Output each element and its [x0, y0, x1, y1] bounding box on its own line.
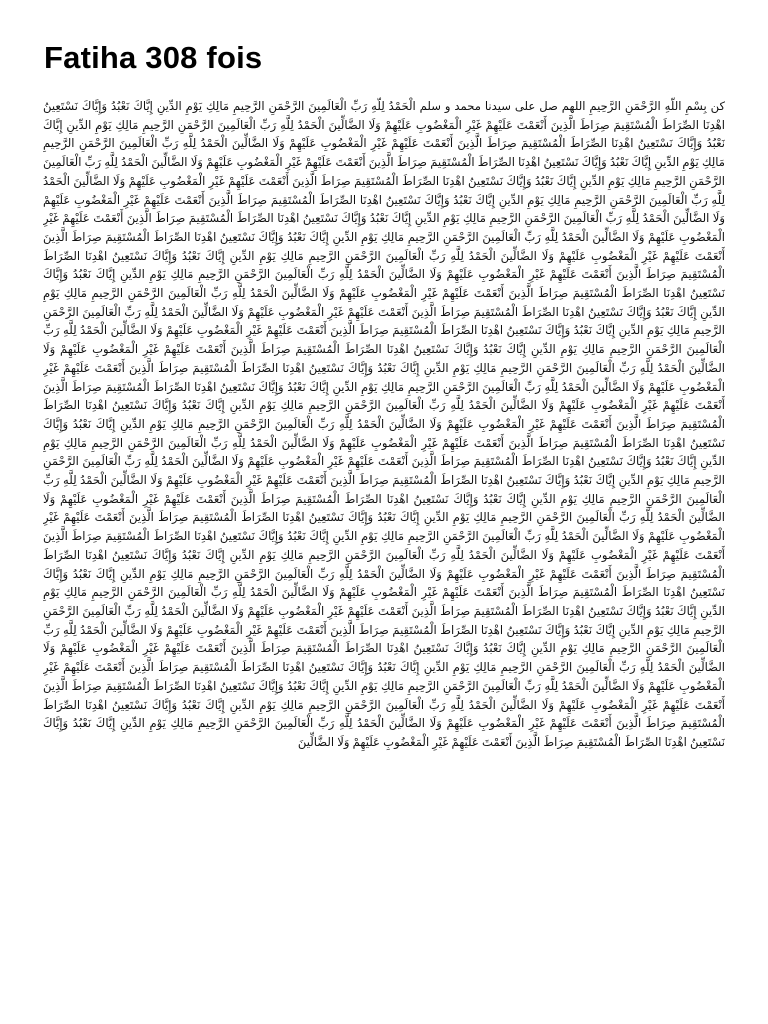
fatiha-body-text	[43, 97, 725, 1019]
page-title: Fatiha 308 fois	[44, 40, 263, 75]
fatiha-repetitions: الْحَمْدُ لِلَّهِ رَبِّ الْعَالَمِينَ الرَّحْمَنِ الرَّحِيمِ مَالِكِ يَوْمِ الدِّينِ إِيَّاكَ نَعْبُدُ وَإِيَّاكَ نَسْتَعِينُ اهْدِنَا الصِّرَاطَ الْمُسْتَقِيمَ صِرَاطَ الَّذِينَ أَنْعَمْتَ عَلَيْهِمْ غَيْرِ الْمَغْضُوبِ عَلَيْهِمْ وَلَا الضَّالِّينَ الْحَمْدُ لِلَّهِ رَبِّ الْعَالَمِينَ الرَّحْمَنِ الرَّحِيمِ مَالِكِ يَوْمِ الدِّينِ إِيَّاكَ نَعْبُدُ وَإِيَّاكَ نَسْتَعِينُ اهْدِنَا الصِّرَاطَ الْمُسْتَقِيمَ صِرَاطَ الَّذِينَ أَنْعَمْتَ عَلَيْهِمْ غَيْرِ الْمَغْضُوبِ عَلَيْهِمْ وَلَا الضَّالِّينَ الْحَمْدُ لِلَّهِ رَبِّ الْعَالَمِينَ الرَّحْمَنِ الرَّحِيمِ مَالِكِ يَوْمِ الدِّينِ إِيَّاكَ نَعْبُدُ وَإِيَّاكَ نَسْتَعِينُ اهْدِنَا الصِّرَاطَ الْمُسْتَقِيمَ صِرَاطَ الَّذِينَ أَنْعَمْتَ عَلَيْهِمْ غَيْرِ الْمَغْضُوبِ عَلَيْهِمْ وَلَا الضَّالِّينَ الْحَمْدُ لِلَّهِ رَبِّ الْعَالَمِينَ الرَّحْمَنِ الرَّحِيمِ مَالِكِ يَوْمِ الدِّينِ إِيَّاكَ نَعْبُدُ وَإِيَّاكَ نَسْتَعِينُ اهْدِنَا الصِّرَاطَ الْمُسْتَقِيمَ صِرَاطَ الَّذِينَ أَنْعَمْتَ عَلَيْهِمْ غَيْرِ الْمَغْضُوبِ عَلَيْهِمْ وَلَا الضَّالِّينَ الْحَمْدُ لِلَّهِ رَبِّ الْعَالَمِينَ الرَّحْمَنِ الرَّحِيمِ مَالِكِ يَوْمِ الدِّينِ إِيَّاكَ نَعْبُدُ وَإِيَّاكَ نَسْتَعِينُ اهْدِنَا الصِّرَاطَ الْمُسْتَقِيمَ صِرَاطَ الَّذِينَ أَنْعَمْتَ عَلَيْهِمْ غَيْرِ الْمَغْضُوبِ عَلَيْهِمْ وَلَا الضَّالِّينَ الْحَمْدُ لِلَّهِ رَبِّ الْعَالَمِينَ الرَّحْمَنِ الرَّحِيمِ مَالِكِ يَوْمِ الدِّينِ إِيَّاكَ نَعْبُدُ وَإِيَّاكَ نَسْتَعِينُ اهْدِنَا الصِّرَاطَ الْمُسْتَقِيمَ صِرَاطَ الَّذِينَ أَنْعَمْتَ عَلَيْهِمْ غَيْرِ الْمَغْضُوبِ عَلَيْهِمْ وَلَا الضَّالِّينَ الْحَمْدُ لِلَّهِ رَبِّ الْعَالَمِينَ الرَّحْمَنِ الرَّحِيمِ مَالِكِ يَوْمِ الدِّينِ إِيَّاكَ نَعْبُدُ وَإِيَّاكَ نَسْتَعِينُ اهْدِنَا الصِّرَاطَ الْمُسْتَقِيمَ صِرَاطَ الَّذِينَ أَنْعَمْتَ عَلَيْهِمْ غَيْرِ الْمَغْضُوبِ عَلَيْهِمْ وَلَا الضَّالِّينَ الْحَمْدُ لِلَّهِ رَبِّ الْعَالَمِينَ الرَّحْمَنِ الرَّحِيمِ مَالِكِ يَوْمِ الدِّينِ إِيَّاكَ نَعْبُدُ وَإِيَّاكَ نَسْتَعِينُ اهْدِنَا الصِّرَاطَ الْمُسْتَقِيمَ صِرَاطَ الَّذِينَ أَنْعَمْتَ عَلَيْهِمْ غَيْرِ الْمَغْضُوبِ عَلَيْهِمْ وَلَا الضَّالِّينَ الْحَمْدُ لِلَّهِ رَبِّ الْعَالَمِينَ الرَّحْمَنِ الرَّحِيمِ مَالِكِ يَوْمِ الدِّينِ إِيَّاكَ نَعْبُدُ وَإِيَّاكَ نَسْتَعِينُ اهْدِنَا الصِّرَاطَ الْمُسْتَقِيمَ صِرَاطَ الَّذِينَ أَنْعَمْتَ عَلَيْهِمْ غَيْرِ الْمَغْضُوبِ عَلَيْهِمْ وَلَا الضَّالِّينَ الْحَمْدُ لِلَّهِ رَبِّ الْعَالَمِينَ الرَّحْمَنِ الرَّحِيمِ مَالِكِ يَوْمِ الدِّينِ إِيَّاكَ نَعْبُدُ وَإِيَّاكَ نَسْتَعِينُ اهْدِنَا الصِّرَاطَ الْمُسْتَقِيمَ صِرَاطَ الَّذِينَ أَنْعَمْتَ عَلَيْهِمْ غَيْرِ الْمَغْضُوبِ عَلَيْهِمْ وَلَا الضَّالِّينَ الْحَمْدُ لِلَّهِ رَبِّ الْعَالَمِينَ الرَّحْمَنِ الرَّحِيمِ مَالِكِ يَوْمِ الدِّينِ إِيَّاكَ نَعْبُدُ وَإِيَّاكَ نَسْتَعِينُ اهْدِنَا الصِّرَاطَ الْمُسْتَقِيمَ صِرَاطَ الَّذِينَ أَنْعَمْتَ عَلَيْهِمْ غَيْرِ الْمَغْضُوبِ عَلَيْهِمْ وَلَا الضَّالِّينَ الْحَمْدُ لِلَّهِ رَبِّ الْعَالَمِينَ الرَّحْمَنِ الرَّحِيمِ مَالِكِ يَوْمِ الدِّينِ إِيَّاكَ نَعْبُدُ وَإِيَّاكَ نَسْتَعِينُ اهْدِنَا الصِّرَاطَ الْمُسْتَقِيمَ صِرَاطَ الَّذِينَ أَنْعَمْتَ عَلَيْهِمْ غَيْرِ الْمَغْضُوبِ عَلَيْهِمْ وَلَا الضَّالِّينَ الْحَمْدُ لِلَّهِ رَبِّ الْعَالَمِينَ الرَّحْمَنِ الرَّحِيمِ مَالِكِ يَوْمِ الدِّينِ إِيَّاكَ نَعْبُدُ وَإِيَّاكَ نَسْتَعِينُ اهْدِنَا الصِّرَاطَ الْمُسْتَقِيمَ صِرَاطَ الَّذِينَ أَنْعَمْتَ عَلَيْهِمْ غَيْرِ الْمَغْضُوبِ عَلَيْهِمْ وَلَا الضَّالِّينَ الْحَمْدُ لِلَّهِ رَبِّ الْعَالَمِينَ الرَّحْمَنِ الرَّحِيمِ مَالِكِ يَوْمِ الدِّينِ إِيَّاكَ نَعْبُدُ وَإِيَّاكَ نَسْتَعِينُ اهْدِنَا الصِّرَاطَ الْمُسْتَقِيمَ صِرَاطَ الَّذِينَ أَنْعَمْتَ عَلَيْهِمْ غَيْرِ الْمَغْضُوبِ عَلَيْهِمْ وَلَا الضَّالِّينَ الْحَمْدُ لِلَّهِ رَبِّ الْعَالَمِينَ الرَّحْمَنِ الرَّحِيمِ مَالِكِ يَوْمِ الدِّينِ إِيَّاكَ نَعْبُدُ وَإِيَّاكَ نَسْتَعِينُ اهْدِنَا الصِّرَاطَ الْمُسْتَقِيمَ صِرَاطَ الَّذِينَ أَنْعَمْتَ عَلَيْهِمْ غَيْرِ الْمَغْضُوبِ عَلَيْهِمْ وَلَا الضَّالِّينَ الْحَمْدُ لِلَّهِ رَبِّ الْعَالَمِينَ الرَّحْمَنِ الرَّحِيمِ مَالِكِ يَوْمِ الدِّينِ إِيَّاكَ نَعْبُدُ وَإِيَّاكَ نَسْتَعِينُ اهْدِنَا الصِّرَاطَ الْمُسْتَقِيمَ صِرَاطَ الَّذِينَ أَنْعَمْتَ عَلَيْهِمْ غَيْرِ الْمَغْضُوبِ عَلَيْهِمْ وَلَا الضَّالِّينَ الْحَمْدُ لِلَّهِ رَبِّ الْعَالَمِينَ الرَّحْمَنِ الرَّحِيمِ مَالِكِ يَوْمِ الدِّينِ إِيَّاكَ نَعْبُدُ وَإِيَّاكَ نَسْتَعِينُ اهْدِنَا الصِّرَاطَ الْمُسْتَقِيمَ صِرَاطَ الَّذِينَ أَنْعَمْتَ عَلَيْهِمْ غَيْرِ الْمَغْضُوبِ عَلَيْهِمْ وَلَا الضَّالِّينَ الْحَمْدُ لِلَّهِ رَبِّ الْعَالَمِينَ الرَّحْمَنِ الرَّحِيمِ مَالِكِ يَوْمِ الدِّينِ إِيَّاكَ نَعْبُدُ وَإِيَّاكَ نَسْتَعِينُ اهْدِنَا الصِّرَاطَ الْمُسْتَقِيمَ صِرَاطَ الَّذِينَ أَنْعَمْتَ عَلَيْهِمْ غَيْرِ الْمَغْضُوبِ عَلَيْهِمْ وَلَا الضَّالِّينَ الْحَمْدُ لِلَّهِ رَبِّ الْعَالَمِينَ الرَّحْمَنِ الرَّحِيمِ مَالِكِ يَوْمِ الدِّينِ إِيَّاكَ نَعْبُدُ وَإِيَّاكَ نَسْتَعِينُ اهْدِنَا الصِّرَاطَ الْمُسْتَقِيمَ صِرَاطَ الَّذِينَ أَنْعَمْتَ عَلَيْهِمْ غَيْرِ الْمَغْضُوبِ عَلَيْهِمْ وَلَا الضَّالِّينَ الْحَمْدُ لِلَّهِ رَبِّ الْعَالَمِينَ الرَّحْمَنِ الرَّحِيمِ مَالِكِ يَوْمِ الدِّينِ إِيَّاكَ نَعْبُدُ وَإِيَّاكَ نَسْتَعِينُ اهْدِنَا الصِّرَاطَ الْمُسْتَقِيمَ صِرَاطَ الَّذِينَ أَنْعَمْتَ عَلَيْهِمْ غَيْرِ الْمَغْضُوبِ عَلَيْهِمْ وَلَا الضَّالِّينَ الْحَمْدُ لِلَّهِ رَبِّ الْعَالَمِينَ الرَّحْمَنِ الرَّحِيمِ مَالِكِ يَوْمِ الدِّينِ إِيَّاكَ نَعْبُدُ وَإِيَّاكَ نَسْتَعِينُ اهْدِنَا الصِّرَاطَ الْمُسْتَقِيمَ صِرَاطَ الَّذِينَ أَنْعَمْتَ عَلَيْهِمْ غَيْرِ الْمَغْضُوبِ عَلَيْهِمْ وَلَا الضَّالِّينَ الْحَمْدُ لِلَّهِ رَبِّ الْعَالَمِينَ الرَّحْمَنِ الرَّحِيمِ مَالِكِ يَوْمِ الدِّينِ إِيَّاكَ نَعْبُدُ وَإِيَّاكَ نَسْتَعِينُ اهْدِنَا الصِّرَاطَ الْمُسْتَقِيمَ صِرَاطَ الَّذِينَ أَنْعَمْتَ عَلَيْهِمْ غَيْرِ الْمَغْضُوبِ عَلَيْهِمْ وَلَا الضَّالِّينَ الْحَمْدُ لِلَّهِ رَبِّ الْعَالَمِينَ الرَّحْمَنِ الرَّحِيمِ مَالِكِ يَوْمِ الدِّينِ إِيَّاكَ نَعْبُدُ وَإِيَّاكَ نَسْتَعِينُ اهْدِنَا الصِّرَاطَ الْمُسْتَقِيمَ صِرَاطَ الَّذِينَ أَنْعَمْتَ عَلَيْهِمْ غَيْرِ الْمَغْضُوبِ عَلَيْهِمْ وَلَا الضَّالِّينَ الْحَمْدُ لِلَّهِ رَبِّ الْعَالَمِينَ الرَّحْمَنِ الرَّحِيمِ مَالِكِ يَوْمِ الدِّينِ إِيَّاكَ نَعْبُدُ وَإِيَّاكَ نَسْتَعِينُ اهْدِنَا الصِّرَاطَ الْمُسْتَقِيمَ صِرَاطَ الَّذِينَ أَنْعَمْتَ عَلَيْهِمْ غَيْرِ الْمَغْضُوبِ عَلَيْهِمْ وَلَا الضَّالِّينَ الْحَمْدُ لِلَّهِ رَبِّ الْعَالَمِينَ الرَّحْمَنِ الرَّحِيمِ مَالِكِ يَوْمِ الدِّينِ إِيَّاكَ نَعْبُدُ وَإِيَّاكَ نَسْتَعِينُ اهْدِنَا الصِّرَاطَ الْمُسْتَقِيمَ صِرَاطَ الَّذِينَ أَنْعَمْتَ عَلَيْهِمْ غَيْرِ الْمَغْضُوبِ عَلَيْهِمْ وَلَا الضَّالِّينَ الْحَمْدُ لِلَّهِ رَبِّ الْعَالَمِينَ الرَّحْمَنِ الرَّحِيمِ مَالِكِ يَوْمِ الدِّينِ إِيَّاكَ نَعْبُدُ وَإِيَّاكَ نَسْتَعِينُ اهْدِنَا الصِّرَاطَ الْمُسْتَقِيمَ صِرَاطَ الَّذِينَ أَنْعَمْتَ عَلَيْهِمْ غَيْرِ الْمَغْضُوبِ عَلَيْهِمْ وَلَا الضَّالِّينَ الْحَمْدُ لِلَّهِ رَبِّ الْعَالَمِينَ الرَّحْمَنِ الرَّحِيمِ مَالِكِ يَوْمِ الدِّينِ إِيَّاكَ نَعْبُدُ وَإِيَّاكَ نَسْتَعِينُ اهْدِنَا الصِّرَاطَ الْمُسْتَقِيمَ صِرَاطَ الَّذِينَ أَنْعَمْتَ عَلَيْهِمْ غَيْرِ الْمَغْضُوبِ عَلَيْهِمْ وَلَا الضَّالِّينَ الْحَمْدُ لِلَّهِ رَبِّ الْعَالَمِينَ الرَّحْمَنِ الرَّحِيمِ مَالِكِ يَوْمِ الدِّينِ إِيَّاكَ نَعْبُدُ وَإِيَّاكَ نَسْتَعِينُ اهْدِنَا الصِّرَاطَ الْمُسْتَقِيمَ صِرَاطَ الَّذِينَ أَنْعَمْتَ عَلَيْهِمْ غَيْرِ الْمَغْضُوبِ عَلَيْهِمْ وَلَا الضَّالِّينَ الْحَمْدُ لِلَّهِ رَبِّ الْعَالَمِينَ الرَّحْمَنِ الرَّحِيمِ مَالِكِ يَوْمِ الدِّينِ إِيَّاكَ نَعْبُدُ وَإِيَّاكَ نَسْتَعِينُ اهْدِنَا الصِّرَاطَ الْمُسْتَقِيمَ صِرَاطَ الَّذِينَ أَنْعَمْتَ عَلَيْهِمْ غَيْرِ الْمَغْضُوبِ عَلَيْهِمْ وَلَا الضَّالِّينَ الْحَمْدُ لِلَّهِ رَبِّ الْعَالَمِينَ الرَّحْمَنِ الرَّحِيمِ مَالِكِ يَوْمِ الدِّينِ إِيَّاكَ نَعْبُدُ وَإِيَّاكَ نَسْتَعِينُ اهْدِنَا الصِّرَاطَ الْمُسْتَقِيمَ صِرَاطَ الَّذِينَ أَنْعَمْتَ عَلَيْهِمْ غَيْرِ الْمَغْضُوبِ عَلَيْهِمْ وَلَا الضَّالِّينَ	[43, 99, 725, 749]
opening-invocation: كن بِسْمِ اللَّهِ الرَّحْمَنِ الرَّحِيمِ اللهم صل على سيدنا محمد و سلم	[419, 99, 725, 113]
